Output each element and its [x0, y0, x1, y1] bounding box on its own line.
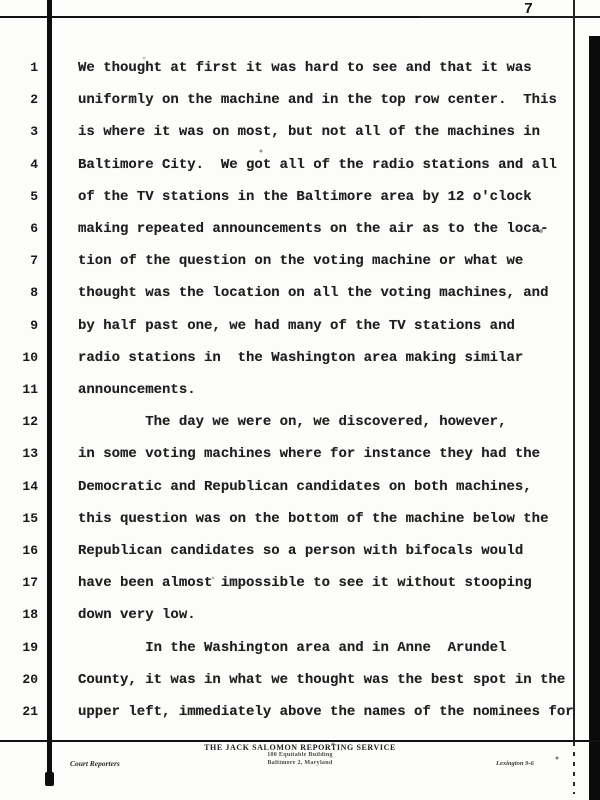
- line-text: The day we were on, we discovered, however,: [78, 414, 507, 431]
- line-text: is where it was on most, but not all of the machines in: [78, 124, 541, 141]
- footer-address-line1: 100 Equitable Building: [267, 752, 333, 759]
- top-rule: [0, 16, 600, 18]
- line-text: thought was the location on all the voting machines, and: [78, 285, 549, 302]
- line-number: 12: [22, 414, 38, 430]
- line-text: We thought at first it was hard to see and that it was: [78, 60, 532, 76]
- transcript-line: [0, 446, 600, 466]
- line-text: County, it was in what we thought was the best spot in the: [78, 671, 566, 688]
- line-text: making repeated announcements on the air as to the loca-: [78, 221, 549, 237]
- line-number: 11: [22, 382, 38, 397]
- transcript-line: [0, 672, 600, 692]
- transcript-line: [0, 704, 600, 724]
- scan-specks: [0, 0, 2, 2]
- line-number: 17: [22, 575, 38, 591]
- line-number: 15: [22, 510, 38, 526]
- transcript-line: [0, 382, 600, 402]
- line-text: Democratic and Republican candidates on both machines,: [78, 478, 532, 495]
- transcript-line: [0, 253, 600, 273]
- line-number: 10: [22, 349, 38, 365]
- line-number: 9: [30, 317, 38, 333]
- line-number: 6: [30, 221, 38, 236]
- transcript-line: [0, 575, 600, 595]
- line-text: In the Washington area and in Anne Arundel: [78, 639, 507, 656]
- transcript-line: [0, 92, 600, 112]
- line-text: this question was on the bottom of the machine below the: [78, 510, 549, 527]
- line-text: upper left, immediately above the names of the nominees for: [78, 704, 574, 720]
- transcript-line: [0, 285, 600, 305]
- line-number: 16: [22, 543, 38, 558]
- transcript-line: [0, 60, 600, 80]
- line-text: radio stations in the Washington area making similar: [78, 349, 524, 366]
- transcript-line: [0, 543, 600, 563]
- transcript-line: [0, 157, 600, 177]
- line-number: 1: [30, 60, 38, 75]
- footer-address-line2: Baltimore 2, Maryland: [267, 759, 333, 766]
- line-text: uniformly on the machine and in the top row center. This: [78, 92, 557, 109]
- transcript-line: [0, 607, 600, 627]
- line-text: by half past one, we had many of the TV stations and: [78, 317, 515, 334]
- line-number: 20: [22, 671, 38, 687]
- line-text: down very low.: [78, 607, 196, 624]
- line-text: in some voting machines where for instance they had the: [78, 446, 541, 463]
- footer-phone: Lexington 9-6: [496, 760, 534, 767]
- line-number: 8: [30, 285, 38, 301]
- transcript-line: [0, 640, 600, 660]
- transcript-line: [0, 221, 600, 241]
- footer-service-name: THE JACK SALOMON REPORTING SERVICE: [204, 743, 396, 752]
- line-number: 2: [30, 92, 38, 108]
- line-text: Republican candidates so a person with bifocals would: [78, 543, 524, 559]
- line-text: Baltimore City. We got all of the radio stations and all: [78, 156, 557, 173]
- line-number: 21: [22, 704, 38, 719]
- footer-court-reporters: Court Reporters: [70, 759, 120, 768]
- line-number: 14: [22, 478, 38, 494]
- line-text: of the TV stations in the Baltimore area by 12 o'clock: [78, 188, 532, 205]
- line-number: 19: [22, 639, 38, 655]
- line-number: 13: [22, 446, 38, 462]
- transcript-line: [0, 189, 600, 209]
- transcript-line: [0, 414, 600, 434]
- line-number: 5: [30, 188, 38, 204]
- transcript-line: [0, 350, 600, 370]
- page-number: 7: [524, 1, 534, 18]
- transcript-line: [0, 124, 600, 144]
- line-number: 3: [30, 124, 38, 140]
- line-text: have been almost impossible to see it without stooping: [78, 575, 532, 592]
- transcript-line: [0, 318, 600, 338]
- line-number: 7: [30, 253, 38, 269]
- transcript-line: [0, 511, 600, 531]
- line-text: tion of the question on the voting machine or what we: [78, 253, 524, 270]
- line-text: announcements.: [78, 382, 196, 398]
- footer-rule: [0, 740, 600, 742]
- line-number: 4: [30, 156, 38, 172]
- line-number: 18: [22, 607, 38, 623]
- transcript-line: [0, 479, 600, 499]
